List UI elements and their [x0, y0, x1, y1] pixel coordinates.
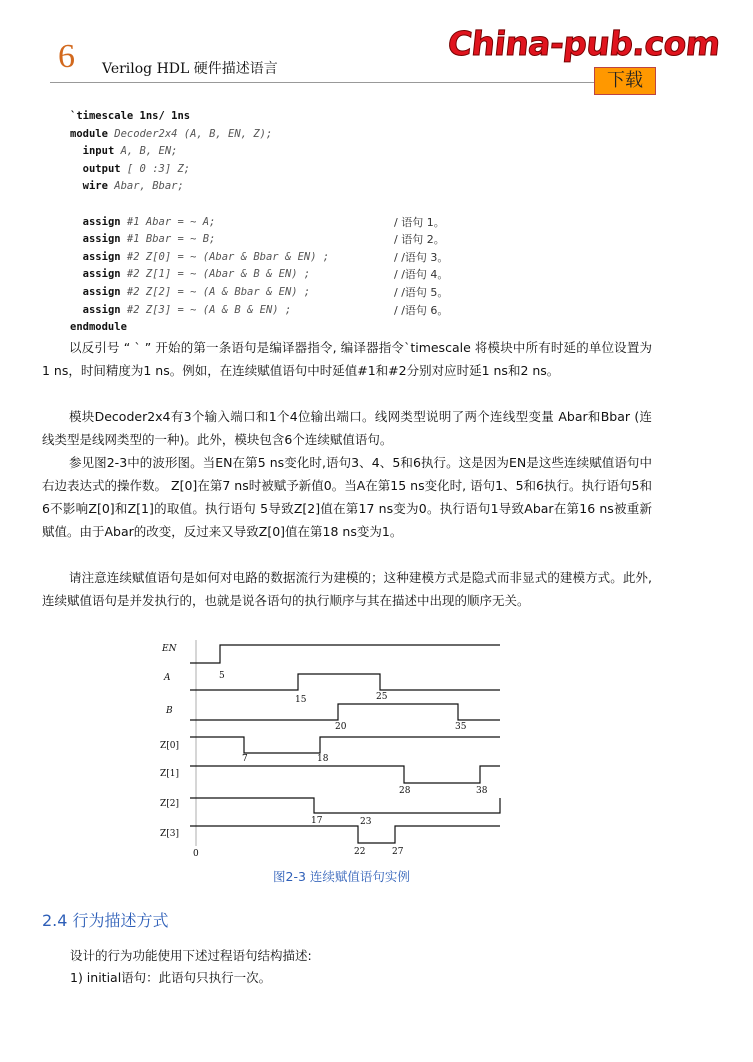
- signal-label: Z[1]: [160, 769, 180, 779]
- time-label: 18: [317, 754, 329, 764]
- code-line: output [ 0 :3] Z;: [82, 162, 191, 175]
- code-comment: / 语句 1。: [394, 215, 445, 229]
- code-line: assign #1 Abar = ~ A; / 语句 1。: [70, 214, 329, 232]
- waveform-b: [190, 704, 500, 720]
- waveform-a: [190, 674, 500, 690]
- section-intro: 设计的行为功能使用下述过程语句结构描述:: [70, 948, 312, 963]
- code-line: assign #2 Z[1] = ~ (Abar & B & EN) ; / /语句 4。: [70, 266, 329, 284]
- code-line: endmodule: [70, 321, 127, 334]
- paragraph-1: 以反引号 “ ` ” 开始的第一条语句是编译器指令, 编译器指令`timescale 将模块中所有时延的单位设置为1 ns，时间精度为1 ns。例如，在连续赋值语句中时延值#1和#2分别对应时延1 ns和2 ns。: [42, 340, 652, 378]
- time-label: 28: [399, 786, 411, 796]
- time-label: 38: [476, 786, 488, 796]
- paragraph-2: 模块Decoder2x4有3个输入端口和1个4位输出端口。线网类型说明了两个连线型变量 Abar和Bbar (连线类型是线网类型的一种)。此外，模块包含6个连续赋值语句。: [42, 409, 652, 447]
- waveform-z1: [190, 766, 500, 783]
- header-rule: [50, 82, 656, 83]
- signal-label: Z[0]: [160, 741, 180, 751]
- paragraph-3: 参见图2-3中的波形图。当EN在第5 ns变化时,语句3、4、5和6执行。这是因为EN是这些连续赋值语句中右边表达式的操作数。 Z[0]在第7 ns时被赋予新值0。当A在第15 ns变化时, 语句1、5和6执行。执行语句5和6不影响Z[0]和Z[1]的取值。执行语句 5导致Z[2]值在第17 ns变为0。执行语句1导致Abar在第16 ns被重新赋值。由于Abar的改变，反过来又导致Z[0]值在第18 ns变为1。: [42, 455, 652, 539]
- time-label: 23: [360, 817, 372, 827]
- time-label: 0: [193, 849, 199, 859]
- waveform-z2: [190, 798, 500, 813]
- code-line: input A, B, EN;: [82, 145, 178, 158]
- code-line: assign #2 Z[3] = ~ (A & B & EN) ; / /语句 6。: [70, 302, 329, 320]
- waveform-en: [190, 645, 500, 663]
- time-label: 7: [242, 754, 248, 764]
- signal-label: Z[3]: [160, 829, 180, 839]
- code-comment: / 语句 2。: [394, 233, 445, 247]
- book-title: Verilog HDL 硬件描述语言: [102, 61, 278, 77]
- waveform-z3: [190, 826, 500, 843]
- signal-label: EN: [162, 644, 177, 654]
- chapter-number: 6: [58, 38, 75, 75]
- code-comment: / /语句 5。: [394, 285, 449, 299]
- code-line: wire Abar, Bbar;: [82, 180, 184, 193]
- section-item-1: 1) initial语句：此语句只执行一次。: [70, 970, 272, 985]
- code-line: assign #2 Z[0] = ~ (Abar & Bbar & EN) ; / /语句 3。: [70, 249, 329, 267]
- code-line: assign #2 Z[2] = ~ (A & Bbar & EN) ; / /语句 5。: [70, 284, 329, 302]
- paragraph-4: 请注意连续赋值语句是如何对电路的数据流行为建模的；这种建模方式是隐式而非显式的建模方式。此外,连续赋值语句是并发执行的，也就是说各语句的执行顺序与其在描述中出现的顺序无关。: [42, 570, 652, 608]
- time-label: 20: [335, 722, 347, 732]
- download-badge: 下载: [594, 67, 656, 95]
- code-line: assign #1 Bbar = ~ B; / 语句 2。: [70, 231, 329, 249]
- time-label: 25: [376, 692, 388, 702]
- signal-label: B: [166, 706, 173, 716]
- time-label: 17: [311, 816, 323, 826]
- code-line: `timescale 1ns/ 1ns: [70, 110, 191, 122]
- signal-label: Z[2]: [160, 799, 180, 809]
- code-comment: / /语句 3。: [394, 250, 449, 264]
- code-line: module Decoder2x4 (A, B, EN, Z);: [70, 127, 273, 140]
- code-comment: / /语句 6。: [394, 303, 449, 317]
- code-comment: / /语句 4。: [394, 268, 449, 282]
- figure-caption: 图2-3 连续赋值语句实例: [273, 869, 410, 884]
- code-line: [70, 196, 329, 214]
- waveform-figure: [150, 636, 510, 866]
- time-label: 27: [392, 847, 404, 857]
- time-label: 22: [354, 847, 366, 857]
- time-label: 15: [295, 695, 307, 705]
- site-logo: China-pub.com: [445, 24, 722, 63]
- time-label: 5: [219, 671, 225, 681]
- time-label: 35: [455, 722, 467, 732]
- signal-label: A: [164, 673, 171, 683]
- waveform-z0: [190, 737, 500, 753]
- code-block: [70, 108, 449, 337]
- section-heading: 2.4 行为描述方式: [42, 911, 169, 930]
